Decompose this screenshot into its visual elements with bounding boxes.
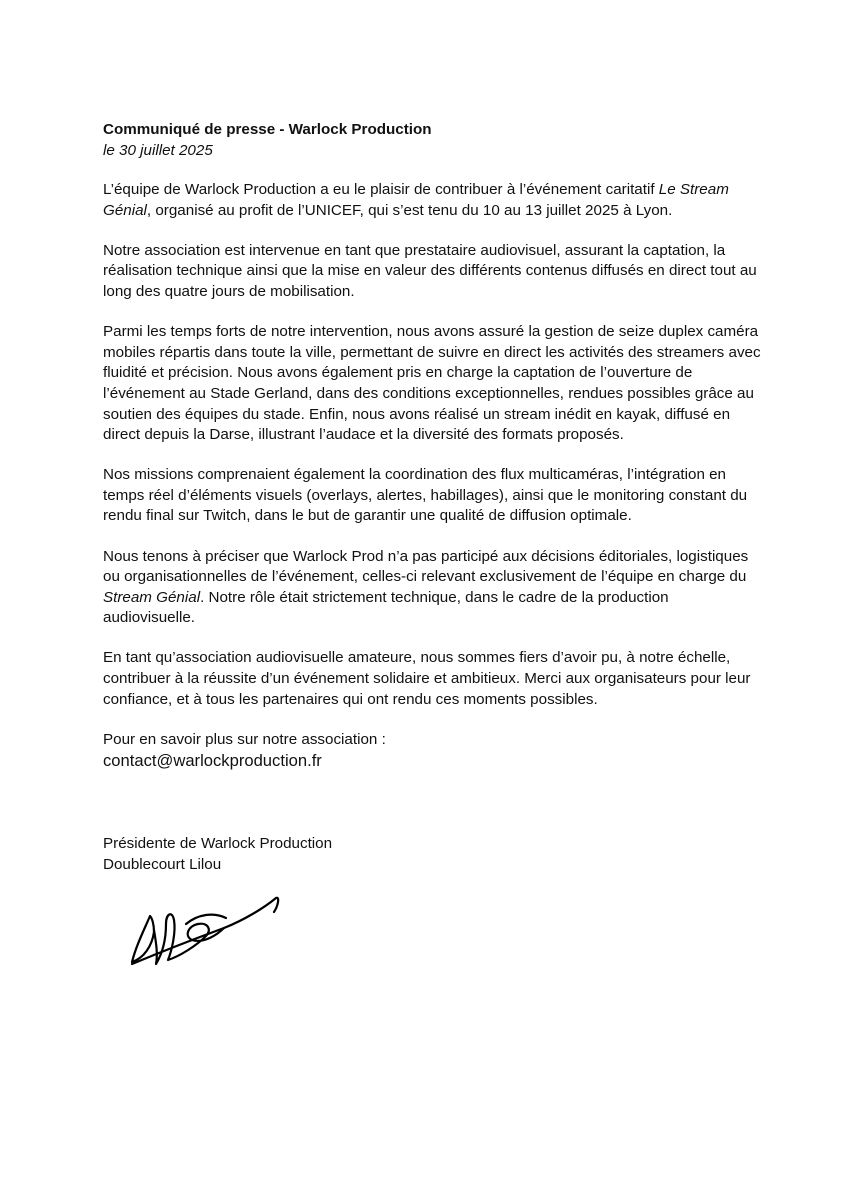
disclaimer-paragraph	[103, 547, 763, 629]
disclaimer-text-after: . Notre rôle était strictement technique, dans le cadre de la production audiovisuelle.	[103, 588, 669, 627]
signatory-name: Doublecourt Lilou	[103, 855, 222, 873]
signature-icon	[126, 884, 286, 974]
paragraph-highlights: Parmi les temps forts de notre intervention, nous avons assuré la gestion de seize duplex caméra mobiles répartis dans toute la ville, permettant de suivre en direct les activités des streamers avec fluidité et précision. Nous avons également pris en charge la captation de l’ouverture de l’événement au Stade Gerland, dans des conditions exceptionnelles, rendues possibles grâce au soutien des équipes du stade. Enfin, nous avons réalisé un stream inédit en kayak, diffusé en direct depuis la Darse, illustrant l’audace et la diversité des formats proposés.	[103, 323, 761, 444]
disclaimer-event-name: Stream Génial	[103, 588, 201, 606]
intro-text-after: , organisé au profit de l’UNICEF, qui s’est tenu du 10 au 13 juillet 2025 à Lyon.	[146, 201, 673, 219]
contact-email: contact@warlockproduction.fr	[103, 751, 322, 771]
signatory-role: Présidente de Warlock Production	[103, 835, 333, 852]
disclaimer-text-before: Nous tenons à préciser que Warlock Prod n’a pas participé aux décisions éditoriales, logistiques ou organisationnelles de l’événement, celles-ci relevant exclusivement de l’équipe en charge du	[103, 547, 749, 586]
closing-paragraph: En tant qu’association audiovisuelle amateure, nous sommes fiers d’avoir pu, à notre échelle, contribuer à la réussite d’un événement solidaire et ambitieux. Merci aux organisateurs pour leur confiance, et à tous les partenaires qui ont rendu ces moments possibles.	[103, 649, 751, 708]
intro-paragraph	[103, 180, 763, 221]
paragraph-role: Notre association est intervenue en tant que prestataire audiovisuel, assurant la captation, la réalisation technique ainsi que la mise en valeur des différents contenus diffusés en direct tout au long des quatre jours de mobilisation.	[103, 241, 757, 301]
letter-body	[103, 120, 763, 772]
release-date: le 30 juillet 2025	[103, 141, 213, 159]
signatory-block	[103, 834, 332, 875]
page-title: Communiqué de presse - Warlock Production	[103, 121, 432, 138]
intro-text-before: L’équipe de Warlock Production a eu le plaisir de contribuer à l’événement caritatif	[103, 181, 659, 199]
contact-label: Pour en savoir plus sur notre association :	[103, 730, 386, 748]
paragraph-missions: Nos missions comprenaient également la coordination des flux multicaméras, l’intégration en temps réel d’éléments visuels (overlays, alertes, habillages), ainsi que le monitoring constant du rendu final sur Twitch, dans le but de garantir une qualité de diffusion optimale.	[103, 466, 748, 525]
intro-event-name: Le Stream Génial	[103, 181, 729, 219]
